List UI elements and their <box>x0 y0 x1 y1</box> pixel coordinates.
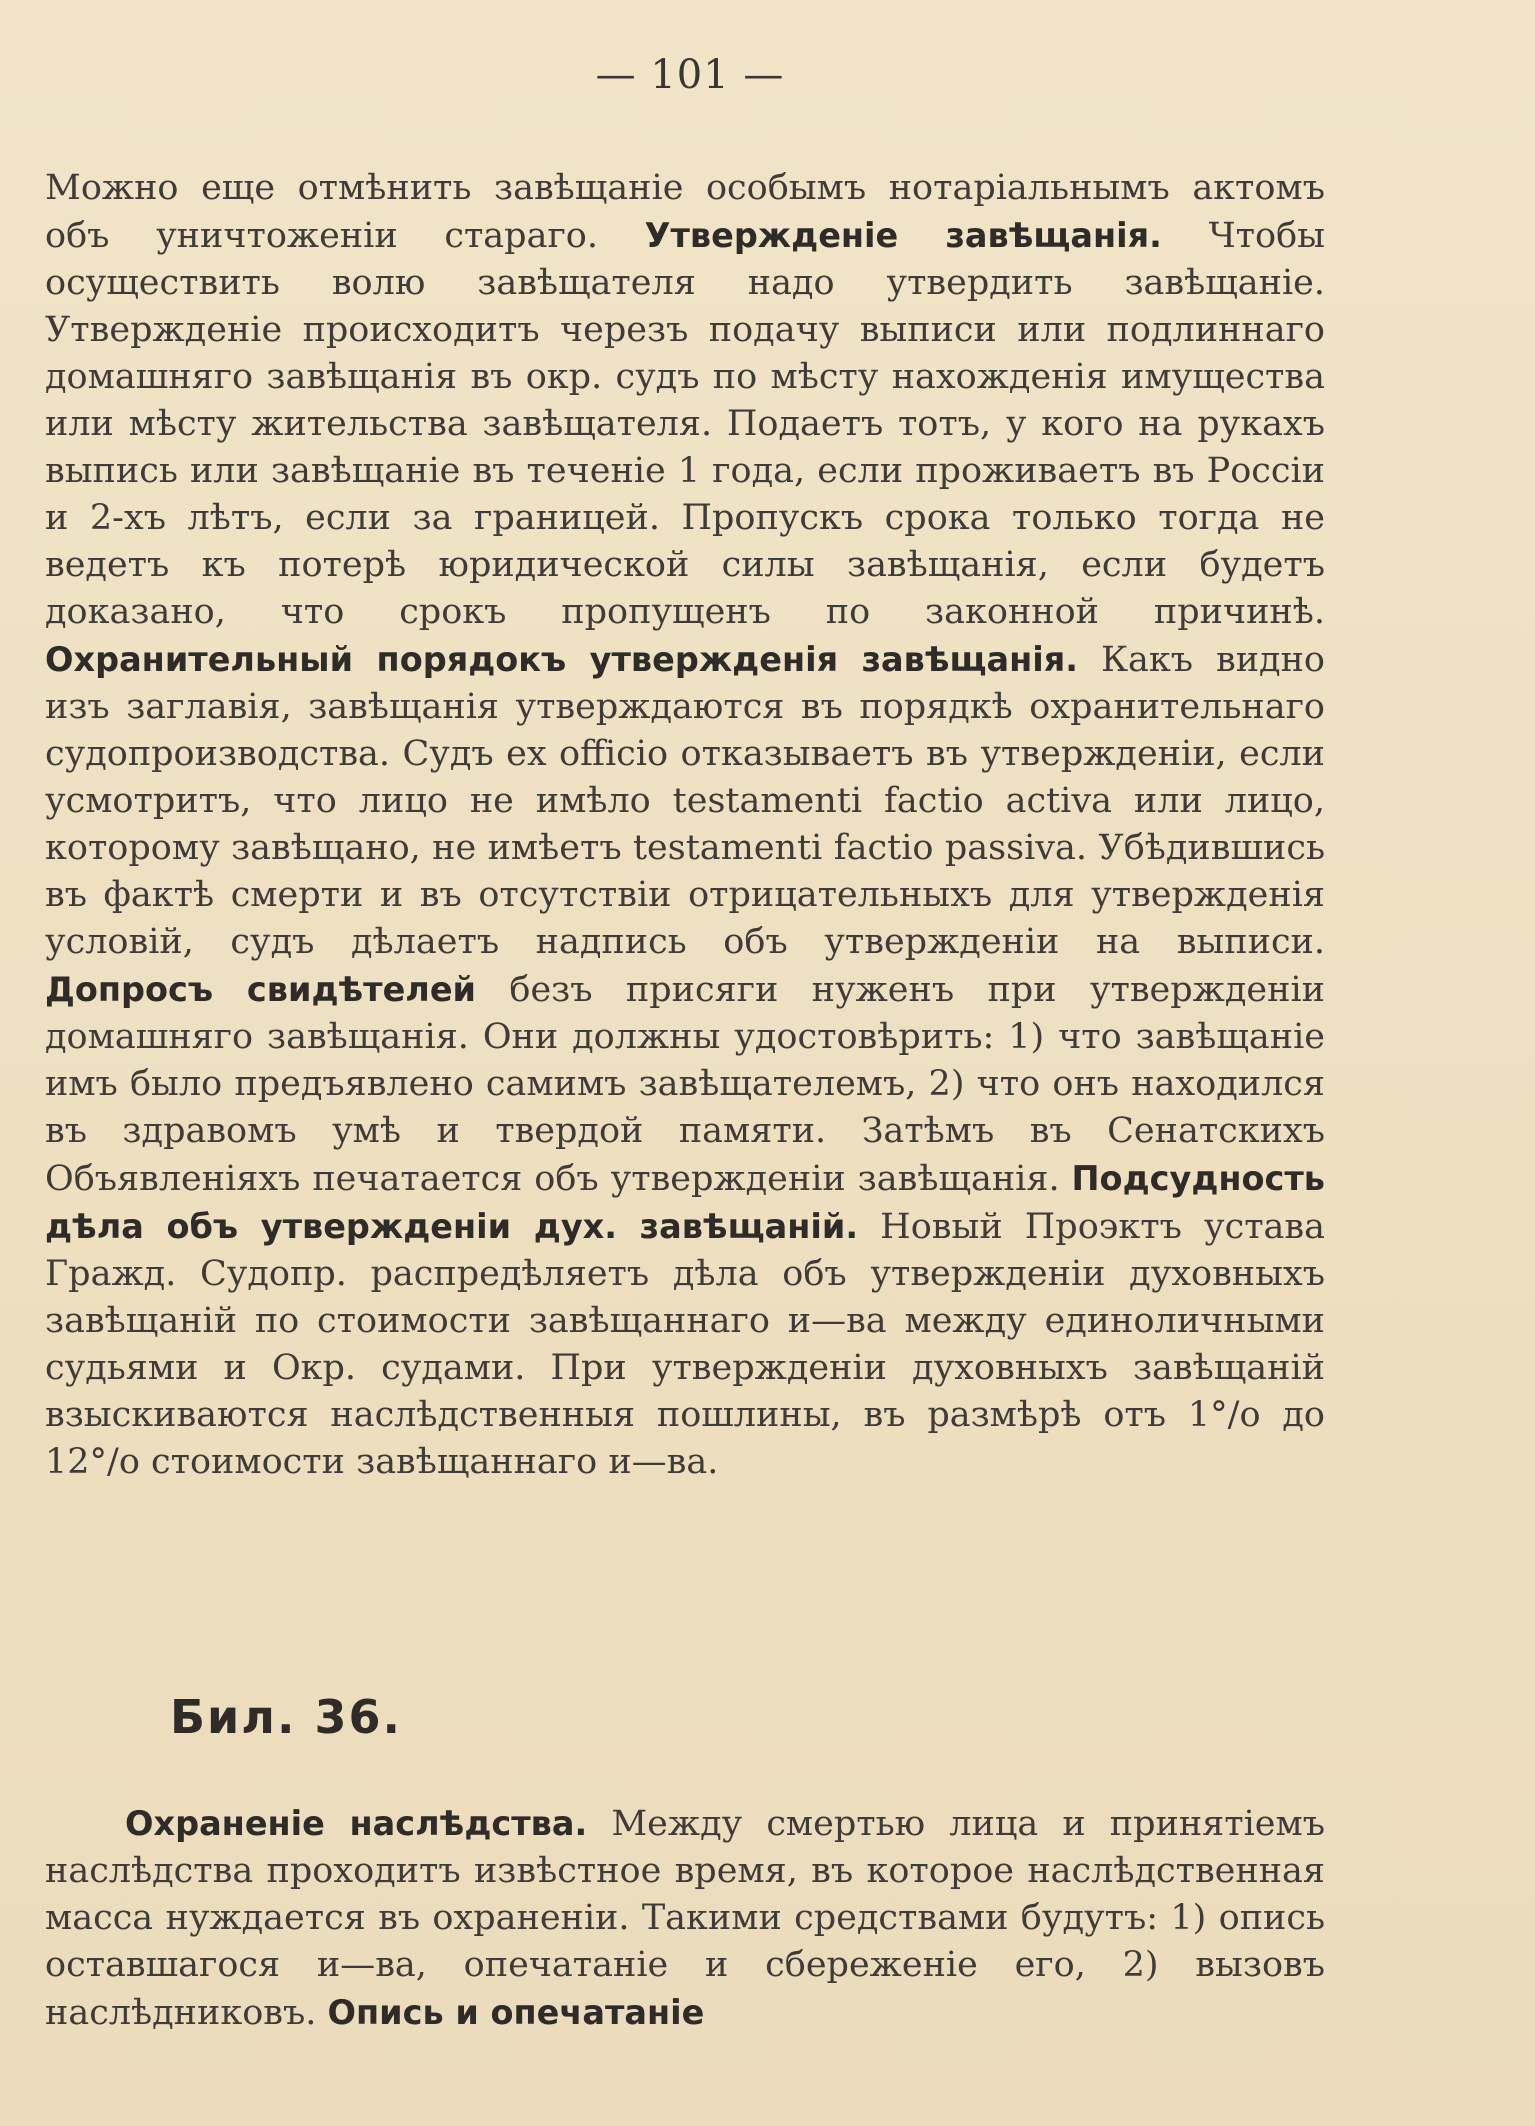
body-text-section-2 <box>45 1800 1325 2037</box>
paragraph-text: Можно еще отмѣнить завѣщаніе особымъ нотаріальнымъ актомъ объ уничтоженіи стараго. <box>45 168 1325 256</box>
bold-heading-inventory-sealing: Опись и опечатаніе <box>327 1993 705 2032</box>
paragraph-text: Чтобы осуществить волю завѣщателя надо утвердить завѣщаніе. Утвержденіе происходитъ черезъ подачу выписи или подлиннаго домашняго завѣщанія въ окр. судъ по мѣсту нахожденія имущества или мѣсту жительства завѣщателя. Подаетъ тотъ, у кого на рукахъ выпись или завѣщаніе въ теченіе 1 года, если проживаетъ въ Россіи и 2-хъ лѣтъ, если за границей. Пропускъ срока только тогда не ведетъ къ потерѣ юридической силы завѣщанія, если будетъ доказано, что срокъ пропущенъ по законной причинѣ. <box>45 216 1325 632</box>
ticket-heading: Бил. 36. <box>170 1690 402 1744</box>
bold-heading-jurisdiction: Подсудность дѣла объ утвержденіи дух. завѣщаній. <box>45 1159 1325 1246</box>
paragraph-text: Новый Проэктъ устава Гражд. Судопр. распредѣляетъ дѣла объ утвержденіи духовныхъ завѣщаній по стоимости завѣщаннаго и—ва между единоличными судьями и Окр. судами. При утвержденіи духовныхъ завѣщаній взыскиваются наслѣдственныя пошлины, въ размѣрѣ отъ 1°/о до 12°/о стоимости завѣщаннаго и—ва. <box>45 1207 1325 1482</box>
paragraph-text: безъ присяги нуженъ при утвержденіи домашняго завѣщанія. Они должны удостовѣрить: 1) что завѣщаніе имъ было предъявлено самимъ завѣщателемъ, 2) что онъ находился въ здравомъ умѣ и твердой памяти. Затѣмъ въ Сенатскихъ Объявленіяхъ печатается объ утвержденіи завѣщанія. <box>45 970 1325 1199</box>
bold-heading-witness-questioning: Допросъ свидѣтелей <box>45 970 477 1009</box>
paragraph-text: Между смертью лица и принятіемъ наслѣдства проходитъ извѣстное время, въ которое наслѣдственная масса нуждается въ охраненіи. Такими средствами будутъ: 1) опись оставшагося и—ва, опечатаніе и сбереженіе его, 2) вызовъ наслѣдниковъ. <box>45 1804 1325 2033</box>
bold-heading-protective-procedure: Охранительный порядокъ утвержденія завѣщанія. <box>45 640 1078 679</box>
page-number: — 101 — <box>595 52 785 98</box>
body-text-section <box>45 165 1325 1486</box>
bold-heading-testament-approval: Утвержденіе завѣщанія. <box>644 216 1162 255</box>
paragraph-text: Какъ видно изъ заглавія, завѣщанія утверждаются въ порядкѣ охранительнаго судопроизводства. Судъ ex officio отказываетъ въ утвержденіи, если усмотритъ, что лицо не имѣло testamenti factio activa или лицо, которому завѣщано, не имѣетъ testamenti factio passiva. Убѣдившись въ фактѣ смерти и въ отсутствіи отрицательныхъ для утвержденія условій, судъ дѣлаетъ надпись объ утвержденіи на выписи. <box>45 640 1325 962</box>
bold-heading-estate-protection: Охраненіе наслѣдства. <box>125 1804 588 1843</box>
